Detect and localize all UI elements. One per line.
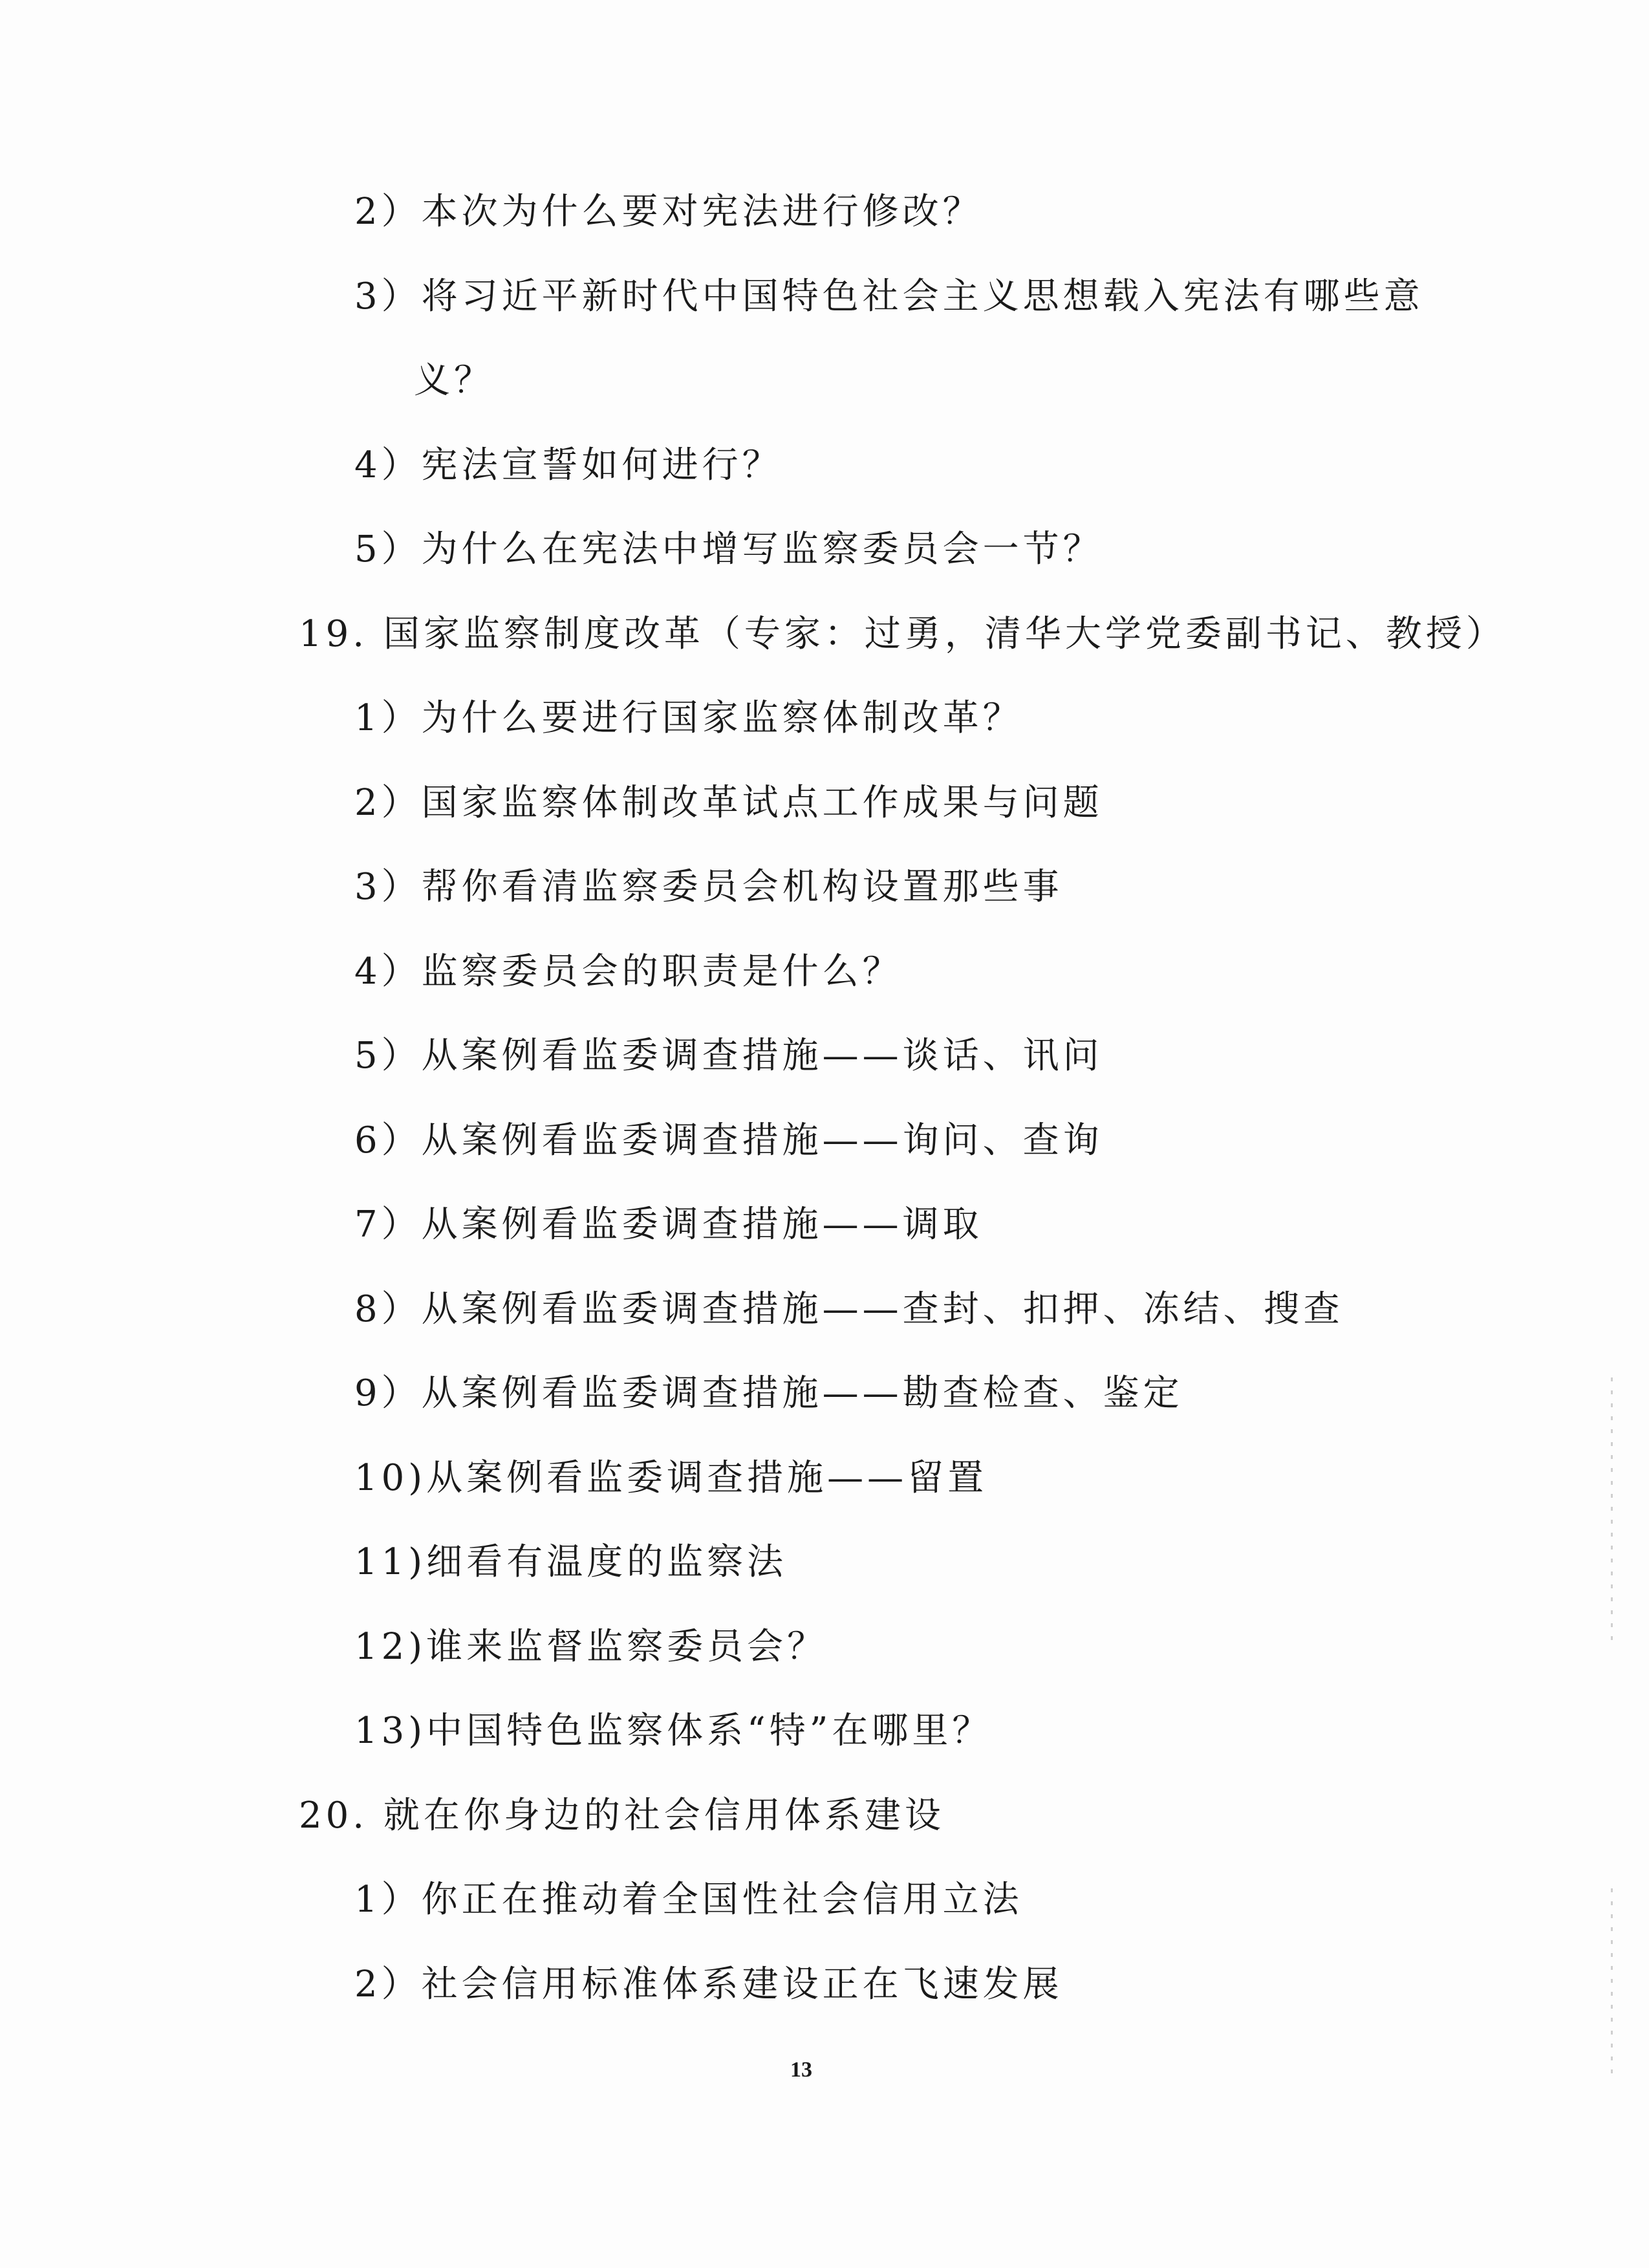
- list-item: 3）帮你看清监察委员会机构设置那些事: [354, 866, 1063, 908]
- list-item: 2）国家监察体制改革试点工作成果与问题: [354, 782, 1103, 824]
- list-item: 4）宪法宣誓如何进行？: [354, 444, 782, 486]
- list-item: 5）为什么在宪法中增写监察委员会一节？: [354, 528, 1103, 570]
- list-item: 4）监察委员会的职责是什么？: [354, 951, 903, 993]
- list-item: 5）从案例看监委调查措施——谈话、讯问: [354, 1035, 1103, 1077]
- list-item: 1）为什么要进行国家监察体制改革？: [354, 697, 1023, 739]
- scan-edge-mark: [1611, 1888, 1613, 2082]
- list-item: 11)细看有温度的监察法: [354, 1541, 788, 1583]
- list-item: 13)中国特色监察体系“特”在哪里？: [354, 1710, 993, 1752]
- page-number: 13: [790, 2058, 812, 2082]
- list-item: 2）社会信用标准体系建设正在飞速发展: [354, 1963, 1063, 2005]
- list-item: 6）从案例看监委调查措施——询问、查询: [354, 1119, 1103, 1161]
- list-item: 10)从案例看监委调查措施——留置: [354, 1457, 988, 1499]
- list-item: 9）从案例看监委调查措施——勘查检查、鉴定: [354, 1372, 1183, 1414]
- list-item: 7）从案例看监委调查措施——调取: [354, 1204, 983, 1246]
- section-heading: 19. 国家监察制度改革（专家：过勇，清华大学党委副书记、教授）: [299, 613, 1506, 655]
- list-item: 3）将习近平新时代中国特色社会主义思想载入宪法有哪些意: [354, 275, 1424, 318]
- list-item: 2）本次为什么要对宪法进行修改？: [354, 191, 983, 233]
- list-item: 1）你正在推动着全国性社会信用立法: [354, 1879, 1023, 1921]
- list-item: 8）从案例看监委调查措施——查封、扣押、冻结、搜查: [354, 1288, 1344, 1330]
- section-heading: 20. 就在你身边的社会信用体系建设: [299, 1795, 945, 1837]
- scan-edge-mark: [1611, 1377, 1613, 1649]
- list-item: 义？: [414, 360, 494, 402]
- list-item: 12)谁来监督监察委员会？: [354, 1626, 828, 1668]
